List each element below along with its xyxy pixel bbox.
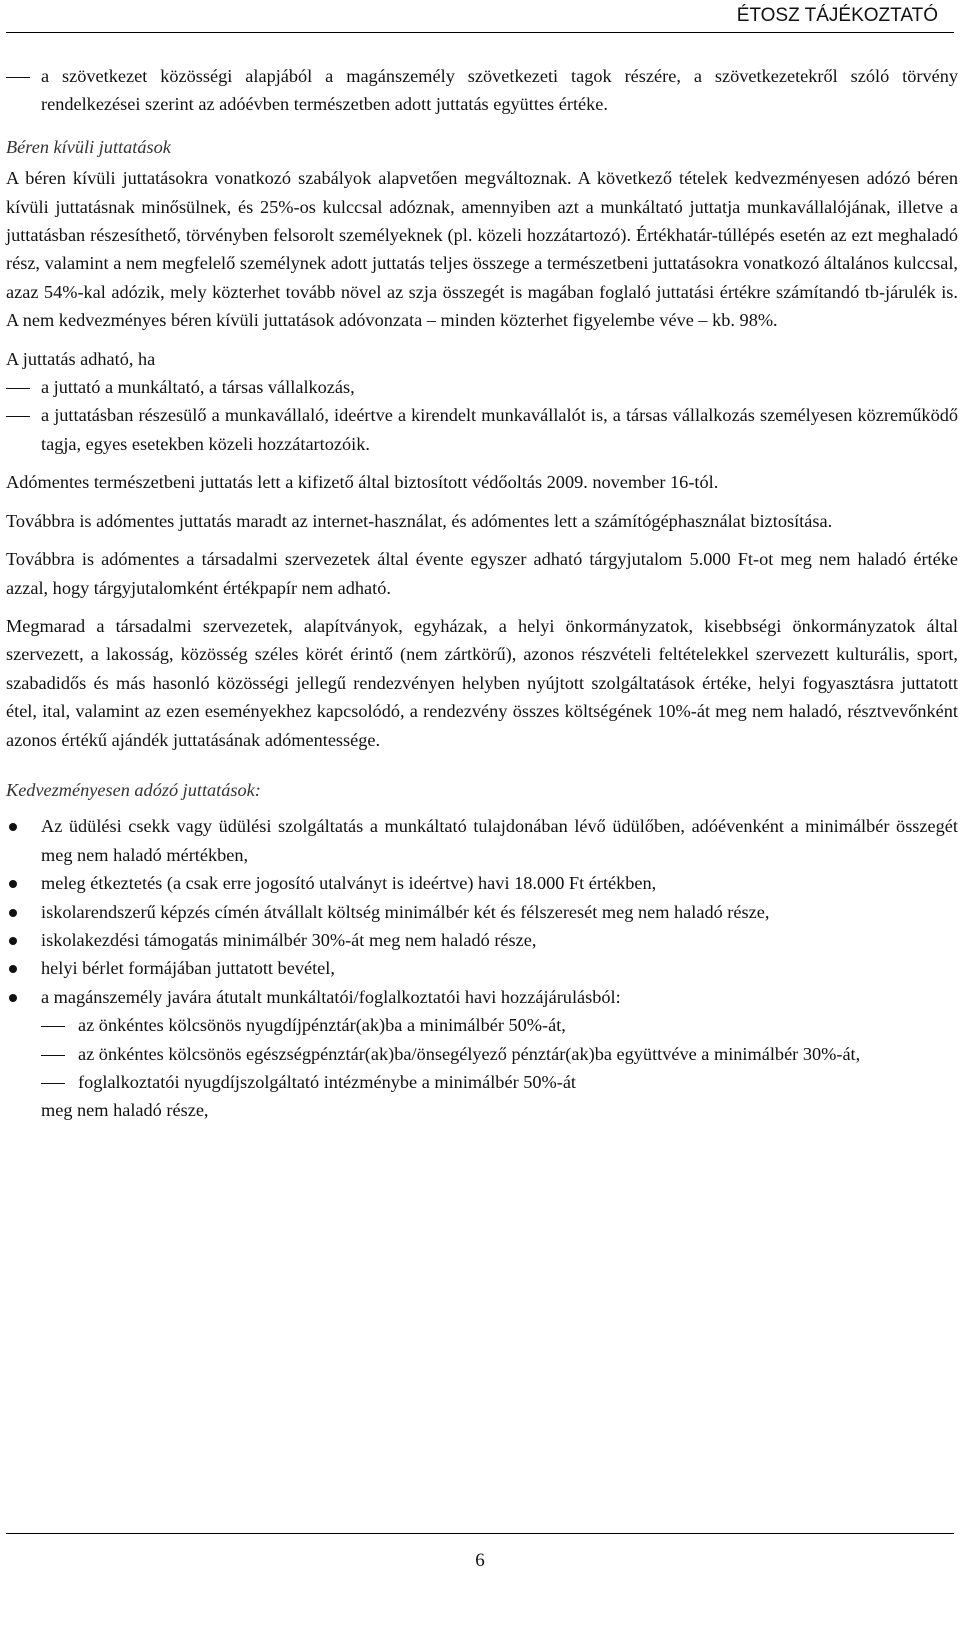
sub-item-text-1: az önkéntes kölcsönös nyugdíjpénztár(ak)ba a minimálbér 50%-át,: [78, 1015, 566, 1036]
paragraph-targyjutalom: Továbbra is adómentes a társadalmi szervezetek által évente egyszer adható tárgyjutalom 5.000 Ft-ot meg nem haladó értéke azzal, hogy tárgyjutalomként értékpapír nem adható.: [6, 549, 958, 598]
bullet-marker: [9, 823, 17, 831]
dash-marker: [6, 77, 30, 78]
condition-text-1: a juttató a munkáltató, a társas vállalkozás,: [41, 377, 355, 398]
condition-text-2: a juttatásban részesülő a munkavállaló, ideértve a kirendelt munkavállalót is, a társas vállalkozás személyesen közreműködő tagja, egyes esetekben közeli hozzátartozóik.: [41, 405, 958, 454]
bullet-marker: [9, 880, 17, 888]
paragraph-internet: Továbbra is adómentes juttatás maradt az internet-használat, és adómentes lett a számítógéphasználat biztosítása.: [6, 510, 833, 531]
footer-rule: [6, 1533, 954, 1534]
bullet-text-3: iskolarendszerű képzés címén átvállalt költség minimálbér két és félszeresét meg nem haladó része,: [41, 901, 770, 922]
bullet-item-5: [6, 954, 958, 982]
section-heading-beren-kivuli: Béren kívüli juttatások: [6, 136, 171, 157]
intro-dash-text: a szövetkezet közösségi alapjából a magánszemély szövetkezeti tagok részére, a szövetkezetekről szóló törvény rendelkezései szerint az adóévben természetben adott juttatás együttes értéke.: [41, 66, 958, 115]
page-number: 6: [475, 1550, 485, 1571]
bullet-text-6: a magánszemély javára átutalt munkáltatói/foglalkoztatói havi hozzájárulásból:: [41, 986, 621, 1007]
bullet-text-1: Az üdülési csekk vagy üdülési szolgáltatás a munkáltató tulajdonában lévő üdülőben, adóévenként a minimálbér összegét meg nem haladó mértékben,: [41, 816, 958, 865]
bullet-text-4: iskolakezdési támogatás minimálbér 30%-át meg nem haladó része,: [41, 929, 537, 950]
bullet-item-6: [6, 983, 958, 1011]
dash-marker: [41, 1083, 65, 1084]
bullet-item-4: [6, 926, 958, 954]
header-rule: [6, 32, 954, 33]
paragraph-conditions-intro: A juttatás adható, ha: [6, 348, 156, 369]
bullet-item-2: [6, 869, 958, 897]
paragraph-rendezveny: Megmarad a társadalmi szervezetek, alapítványok, egyházak, a helyi önkormányzatok, kisebbségi önkormányzatok által szervezett, a lakosság, közösség széles körét érintő (nem zártkörű), azonos részvételi feltételekkel szervezett kulturális, sport, szabadidős és más hasonló közösségi jellegű rendezvényen helyben nyújtott szolgáltatások értéke, helyi fogyasztásra juttatott étel, ital, valamint az ezen eseményekhez kapcsolódó, a rendezvény összes költségének 10%-át meg nem haladó, résztvevőnként azonos értékű ajándék juttatásának adómentessége.: [6, 615, 958, 750]
sub-item-text-3: foglalkoztatói nyugdíjszolgáltató intézménybe a minimálbér 50%-át: [78, 1072, 577, 1092]
bullet-item-1: [6, 812, 958, 869]
dash-marker: [6, 388, 30, 389]
bullet-marker: [9, 965, 17, 973]
sub-item-2: [6, 1040, 958, 1068]
condition-item-2: [6, 401, 958, 458]
intro-dash-item: [6, 62, 958, 119]
paragraph-vedooltas: Adómentes természetbeni juttatás lett a kifizető által biztosított védőoltás 2009. november 16-tól.: [6, 472, 719, 493]
condition-item-1: [6, 373, 958, 401]
dash-marker: [41, 1055, 65, 1056]
list-tail-text: meg nem haladó része,: [41, 1100, 209, 1121]
dash-marker: [41, 1026, 65, 1027]
bullet-text-2: meleg étkeztetés (a csak erre jogosító utalványt is ideértve) havi 18.000 Ft értékben,: [41, 873, 657, 894]
sub-item-1: [6, 1011, 958, 1039]
dash-marker: [6, 416, 30, 417]
bullet-text-5: helyi bérlet formájában juttatott bevétel,: [41, 958, 335, 979]
header-title: ÉTOSZ TÁJÉKOZTATÓ: [736, 5, 938, 26]
sub-item-3: [6, 1068, 958, 1096]
paragraph-rules: A béren kívüli juttatásokra vonatkozó szabályok alapvetően megváltoznak. A következő tételek kedvezményesen adózó béren kívüli juttatásnak minősülnek, és 25%-os kulccsal adóznak, amennyiben azt a munkáltató juttatja munkavállalójának, illetve a juttatásban részesíthető, törvényben felsorolt személyeknek (pl. közeli hozzátartozó). Értékhatár-túllépés esetén az ezt meghaladó rész, valamint a nem megfelelő személynek adott juttatás teljes összege a természetbeni juttatásokra vonatkozó általános kulccsal, azaz 54%-kal adózik, mely közterhet tovább növel az szja összegét is magában foglaló juttatási értékre számítandó tb-járulék is. A nem kedvezményes béren kívüli juttatások adóvonzata – minden közterhet figyelembe véve – kb. 98%.: [6, 168, 958, 331]
section-heading-kedvezmenyes: Kedvezményesen adózó juttatások:: [6, 779, 261, 800]
bullet-marker: [9, 937, 17, 945]
sub-item-text-2: az önkéntes kölcsönös egészségpénztár(ak)ba/önsegélyező pénztár(ak)ba együttvéve a minimálbér 30%-át,: [78, 1043, 861, 1064]
bullet-item-3: [6, 898, 958, 926]
document-body: [6, 62, 958, 1125]
bullet-marker: [9, 994, 17, 1002]
page-header: [0, 0, 960, 30]
bullet-marker: [9, 909, 17, 917]
